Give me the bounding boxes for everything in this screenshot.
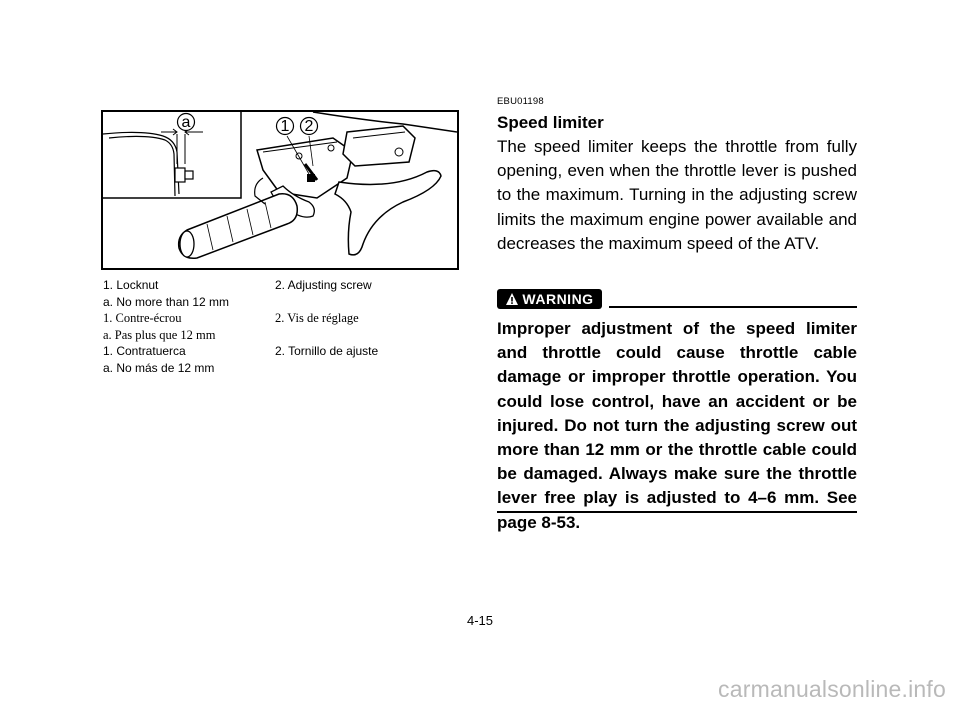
section-body: The speed limiter keeps the throttle from fully opening, even when the throttle lever is pushed to the maximum. Turning in the adjusting screw limits the maximum engine power available and decreases the maximum speed of the ATV. [497,137,857,253]
caption-right: 2. Tornillo de ajuste [275,344,379,358]
throttle-illustration [101,110,459,270]
section-title: Speed limiter [497,113,604,132]
caption-left: 1. Locknut [103,278,159,292]
caption-row [103,327,463,344]
throttle-drawing [103,112,457,268]
callout-2: 2 [304,118,314,135]
warning-bottom-rule [497,511,857,513]
callout-1: 1 [280,118,290,135]
callout-a: a [181,114,191,131]
section-code: EBU01198 [497,96,544,107]
page-number: 4-15 [466,613,494,628]
figure-captions [103,277,463,376]
warning-label: WARNING [522,291,594,307]
warning-top-rule [609,306,857,308]
caption-row [103,277,463,294]
warning-text: Improper adjustment of the speed limiter and throttle could cause throttle cable damage or improper throttle operation. You could lose control, have an accident or be injured. Do not turn the adjusting screw out more than 12 mm or the throttle cable could be damaged. Always make sure the throttle lever free play is adjusted to 4–6 mm. See page 8-53. [497,319,857,532]
caption-row [103,360,463,377]
caption-row [103,310,463,327]
caption-left: a. No más de 12 mm [103,360,215,375]
inset-locknut [175,168,185,182]
caption-left: a. Pas plus que 12 mm [103,327,216,342]
handlebar-grip [179,194,298,259]
caption-row [103,343,463,360]
caption-left: 1. Contre-écrou [103,311,182,325]
warning-header [497,289,857,310]
caption-row [103,294,463,311]
inset-frame [103,112,241,198]
warning-triangle-icon [505,292,519,306]
locknut [307,174,315,182]
caption-left: a. No more than 12 mm [103,294,230,309]
caption-left: 1. Contratuerca [103,344,186,358]
watermark: carmanualsonline.info [718,676,946,702]
brake-lever [335,171,441,255]
caption-right: 2. Adjusting screw [275,278,372,292]
caption-right: 2. Vis de réglage [275,311,359,325]
warning-badge [497,289,602,309]
speed-limiter-section [497,96,857,256]
